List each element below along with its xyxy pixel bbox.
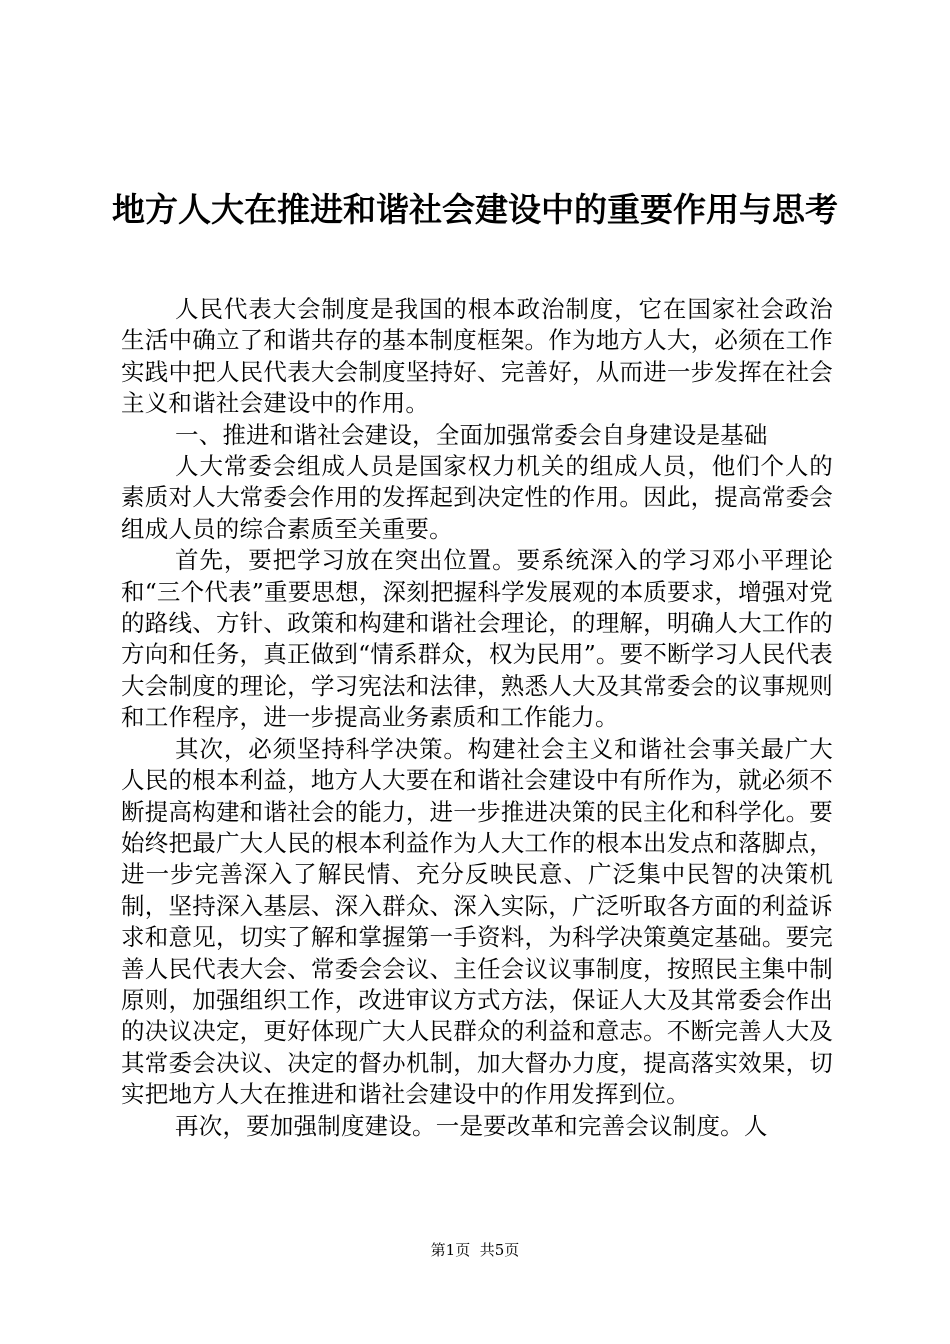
document-title: 地方人大在推进和谐社会建设中的重要作用与思考 <box>112 190 838 229</box>
document-body <box>121 294 833 1142</box>
paragraph-committee-members: 人大常委会组成人员是国家权力机关的组成人员，他们个人的素质对人大常委会作用的发挥起到决定性的作用。因此，提高常委会组成人员的综合素质至关重要。 <box>121 452 833 543</box>
page-footer <box>0 1240 950 1260</box>
section-heading-1: 一、推进和谐社会建设，全面加强常委会自身建设是基础 <box>175 420 768 449</box>
paragraph-second-decision: 其次，必须坚持科学决策。构建社会主义和谐社会事关最广大人民的根本利益，地方人大要在和谐社会建设中有所作为，就必须不断提高构建和谐社会的能力，进一步推进决策的民主化和科学化。要始终把最广大人民的根本利益作为人大工作的根本出发点和落脚点，进一步完善深入了解民情、充分反映民意、广泛集中民智的决策机制，坚持深入基层、深入群众、深入实际，广泛听取各方面的利益诉求和意见，切实了解和掌握第一手资料，为科学决策奠定基础。要完善人民代表大会、常委会会议、主任会议议事制度，按照民主集中制原则，加强组织工作，改进审议方式方法，保证人大及其常委会作出的决议决定，更好体现广大人民群众的利益和意志。不断完善人大及其常委会决议、决定的督办机制，加大督办力度，提高落实效果，切实把地方人大在推进和谐社会建设中的作用发挥到位。 <box>121 734 833 1109</box>
page-number: 第1页 <box>430 1241 471 1259</box>
paragraph-first-study: 首先，要把学习放在突出位置。要系统深入的学习邓小平理论和“三个代表”重要思想，深刻把握科学发展观的本质要求，增强对党的路线、方针、政策和构建和谐社会理论，的理解，明确人大工作的方向和任务，真正做到“情系群众，权为民用”。要不断学习人民代表大会制度的理论，学习宪法和法律，熟悉人大及其常委会的议事规则和工作程序，进一步提高业务素质和工作能力。 <box>121 546 833 732</box>
paragraph-third-system: 再次，要加强制度建设。一是要改革和完善会议制度。人 <box>175 1111 768 1140</box>
paragraph-intro: 人民代表大会制度是我国的根本政治制度，它在国家社会政治生活中确立了和谐共存的基本制度框架。作为地方人大，必须在工作实践中把人民代表大会制度坚持好、完善好，从而进一步发挥在社会主义和谐社会建设中的作用。 <box>121 295 833 418</box>
page-total: 共5页 <box>479 1241 520 1259</box>
